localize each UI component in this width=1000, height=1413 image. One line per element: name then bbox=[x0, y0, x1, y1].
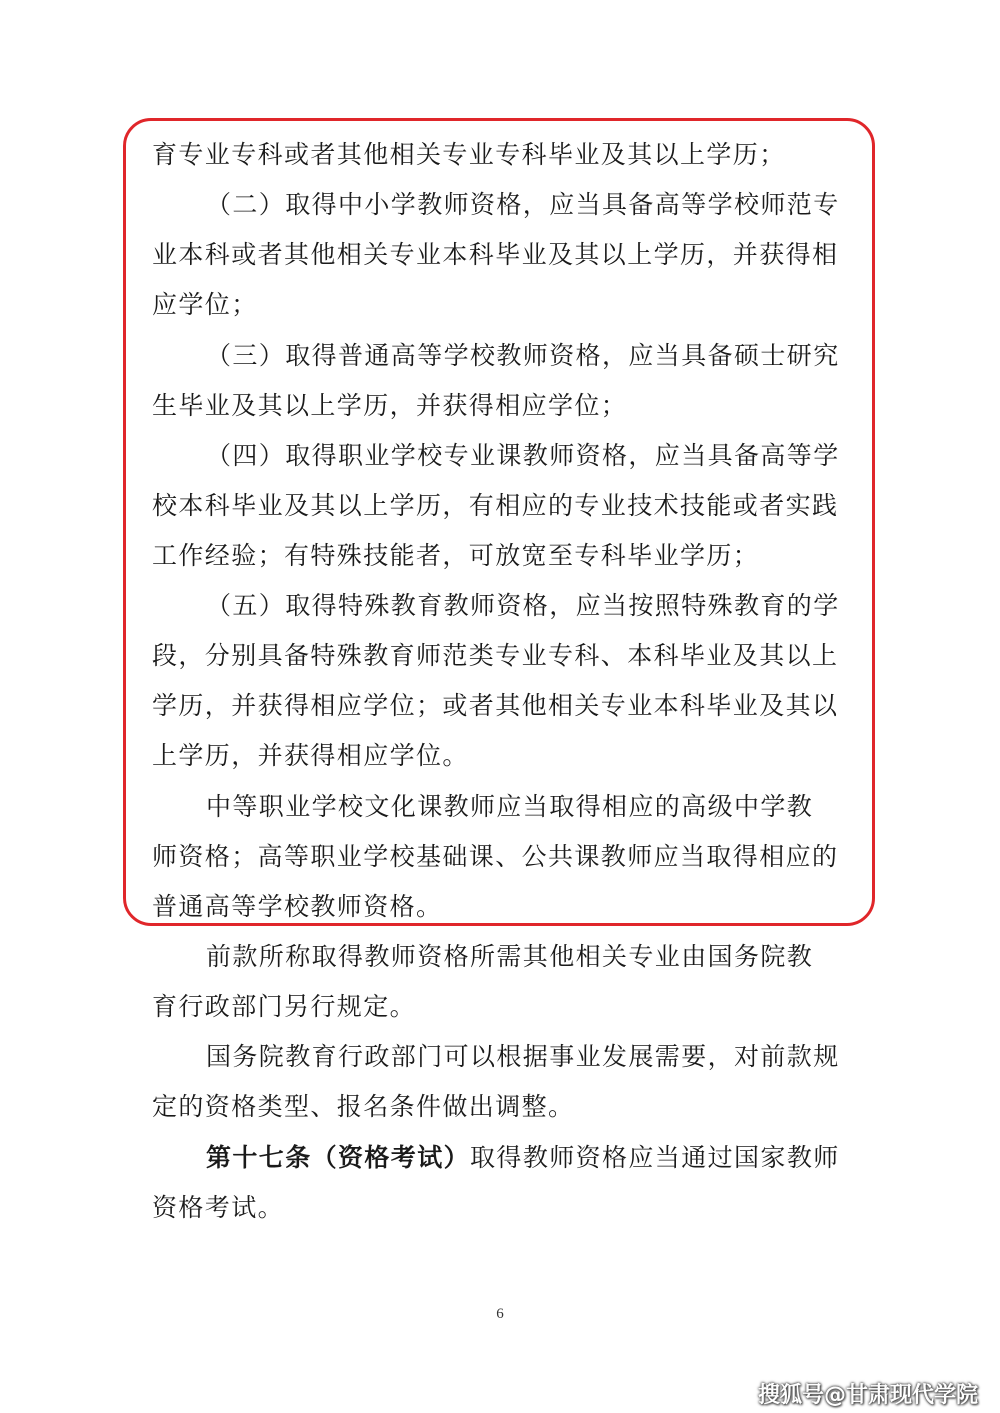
text-line: （三）取得普通高等学校教师资格，应当具备硕士研究 bbox=[206, 341, 840, 370]
text-line: 普通高等学校教师资格。 bbox=[152, 892, 443, 921]
text-line: 段，分别具备特殊教育师范类专业专科、本科毕业及其以上 bbox=[152, 641, 839, 670]
text-line: 资格考试。 bbox=[152, 1193, 285, 1222]
text-line: （五）取得特殊教育教师资格，应当按照特殊教育的学 bbox=[206, 591, 840, 620]
text-line: 上学历，并获得相应学位。 bbox=[152, 741, 469, 770]
watermark: 搜狐号@甘肃现代学院 bbox=[757, 1383, 978, 1408]
text-line: 育行政部门另行规定。 bbox=[152, 992, 417, 1021]
article-heading-line bbox=[206, 1142, 840, 1174]
text-line: 国务院教育行政部门可以根据事业发展需要，对前款规 bbox=[206, 1042, 840, 1071]
article-text: 取得教师资格应当通过国家教师 bbox=[470, 1143, 840, 1172]
page-number: 6 bbox=[496, 1306, 504, 1322]
text-line: 定的资格类型、报名条件做出调整。 bbox=[152, 1092, 575, 1121]
text-line: 应学位； bbox=[152, 290, 258, 319]
text-line: （二）取得中小学教师资格，应当具备高等学校师范专 bbox=[206, 190, 840, 219]
text-line: 校本科毕业及其以上学历，有相应的专业技术技能或者实践 bbox=[152, 491, 839, 520]
text-line: 业本科或者其他相关专业本科毕业及其以上学历，并获得相 bbox=[152, 240, 839, 269]
text-line: 生毕业及其以上学历，并获得相应学位； bbox=[152, 391, 628, 420]
text-line: 育专业专科或者其他相关专业专科毕业及其以上学历； bbox=[152, 140, 786, 169]
text-line: 师资格；高等职业学校基础课、公共课教师应当取得相应的 bbox=[152, 842, 839, 871]
text-line: 中等职业学校文化课教师应当取得相应的高级中学教 bbox=[206, 792, 814, 821]
text-line: （四）取得职业学校专业课教师资格，应当具备高等学 bbox=[206, 441, 840, 470]
text-line: 学历，并获得相应学位；或者其他相关专业本科毕业及其以 bbox=[152, 691, 839, 720]
article-heading: 第十七条（资格考试） bbox=[206, 1143, 471, 1172]
text-line: 工作经验；有特殊技能者，可放宽至专科毕业学历； bbox=[152, 541, 760, 570]
text-line: 前款所称取得教师资格所需其他相关专业由国务院教 bbox=[206, 942, 814, 971]
